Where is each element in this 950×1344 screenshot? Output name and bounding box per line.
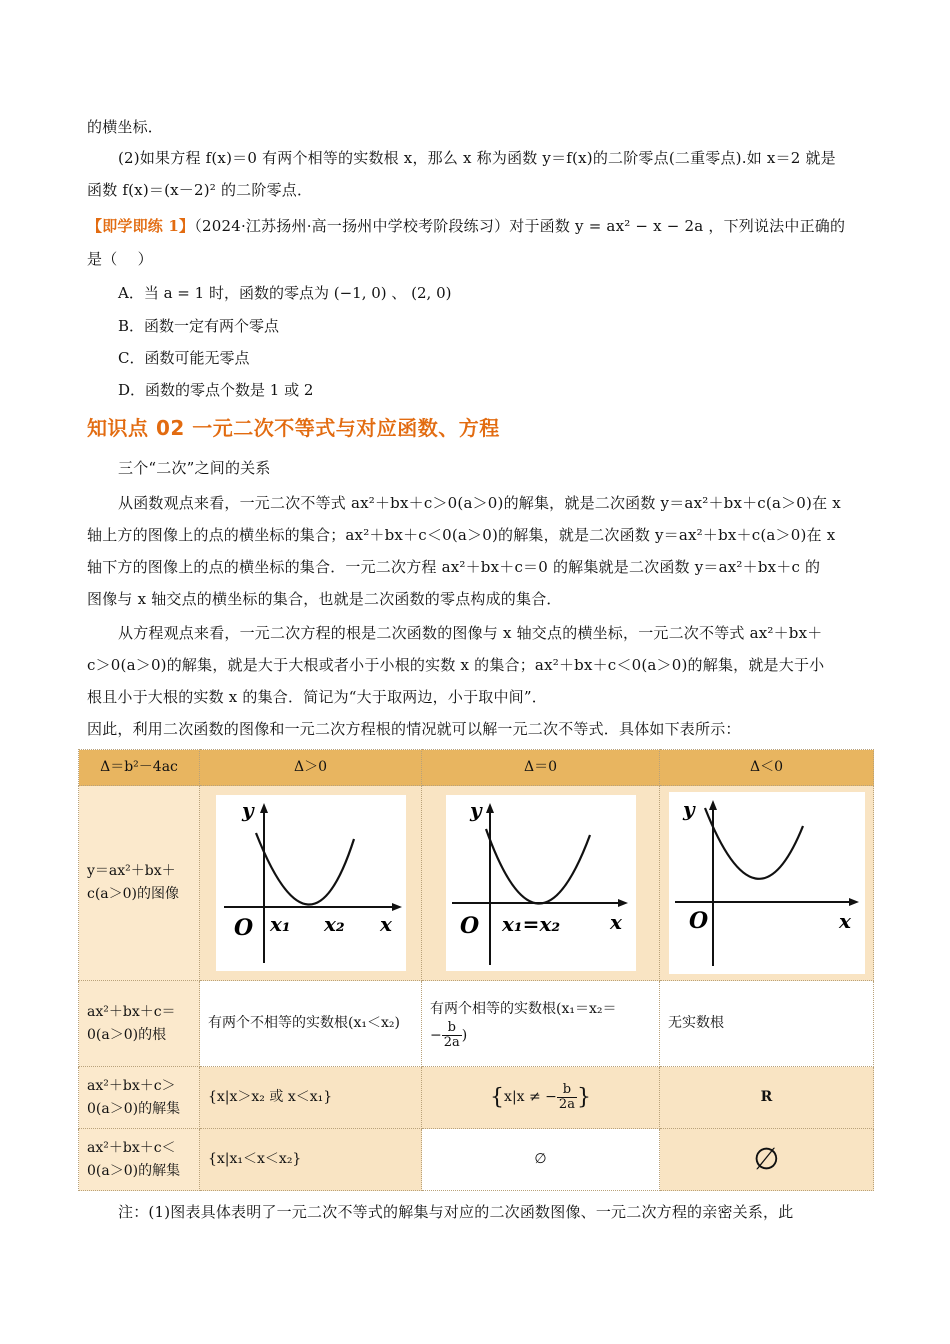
graph-origin-label: O bbox=[233, 915, 253, 941]
knowledge-table bbox=[78, 749, 874, 1191]
roots-zero-prefix: 有两个相等的实数根(x₁＝x₂＝ bbox=[430, 1000, 617, 1017]
section-heading: 知识点 02 一元二次不等式与对应函数、方程 bbox=[87, 416, 500, 440]
graph-cell-zero bbox=[422, 786, 660, 981]
para1-line-3: 图像与 x 轴交点的横坐标的集合，也就是二次函数的零点构成的集合． bbox=[87, 590, 562, 608]
para1-line-1: 轴上方的图像上的点的横坐标的集合；ax²＋bx＋c＜0(a＞0)的解集，就是二次函数 y＝ax²＋bx＋c(a＞0)在 x bbox=[87, 526, 836, 544]
exercise-text: （2024·江苏扬州·高一扬州中学校考阶段练习）对于函数 y = ax² − x − 2a ，下列说法中正确的 bbox=[194, 217, 846, 235]
para2-line-1: c＞0(a＞0)的解集，就是大于大根或者小于小根的实数 x 的集合；ax²＋bx＋c＜0(a＞0)的解集，就是大于小 bbox=[87, 656, 825, 674]
header-positive: Δ＞0 bbox=[200, 750, 422, 786]
para3: 因此，利用二次函数的图像和一元二次方程根的情况就可以解一元二次不等式．具体如下表所示： bbox=[87, 720, 741, 738]
graph-x-label: x bbox=[379, 912, 392, 936]
graph-y-label: y bbox=[682, 797, 695, 821]
fraction-numerator: b bbox=[442, 1021, 462, 1036]
gt-set-zero: {x|x ≠ − $\frac{b}{2a}$ } bbox=[422, 1067, 660, 1129]
intro-line-0: 的横坐标． bbox=[87, 118, 164, 136]
intro-line-2: 函数 f(x)＝(x－2)² 的二阶零点． bbox=[87, 181, 313, 199]
para1-line-0: 从函数观点来看，一元二次不等式 ax²＋bx＋c＞0(a＞0)的解集，就是二次函数 y＝ax²＋bx＋c(a＞0)在 x bbox=[118, 494, 841, 512]
gt-set-zero-fraction bbox=[557, 1083, 577, 1112]
intro-line-1: (2)如果方程 f(x)＝0 有两个相等的实数根 x，那么 x 称为函数 y＝f(x)的二阶零点(二重零点).如 x＝2 就是 bbox=[118, 149, 836, 167]
row-label-lt: ax²＋bx＋c＜0(a＞0)的解集 bbox=[79, 1129, 200, 1191]
lt-set-negative: ∅ bbox=[660, 1129, 874, 1191]
roots-zero-fraction bbox=[442, 1021, 462, 1050]
para2-line-2: 根且小于大根的实数 x 的集合．简记为“大于取两边，小于取中间”． bbox=[87, 688, 547, 706]
roots-zero bbox=[422, 981, 660, 1067]
roots-negative: 无实数根 bbox=[660, 981, 874, 1067]
exercise-line-2: 是（ ） bbox=[87, 250, 153, 268]
exercise-line bbox=[87, 210, 863, 242]
header-zero: Δ＝0 bbox=[422, 750, 660, 786]
graph-origin-label: O bbox=[688, 908, 708, 934]
option-c[interactable]: C．函数可能无零点 bbox=[118, 349, 250, 367]
note-line: 注：(1)图表具体表明了一元二次不等式的解集与对应的二次函数图像、一元二次方程的亲密关系，此 bbox=[118, 1203, 794, 1221]
exercise-tag: 【即学即练 1】 bbox=[87, 217, 195, 235]
gt-set-zero-text: x|x ≠ − bbox=[504, 1089, 557, 1105]
row-label-roots: ax²＋bx＋c＝0(a＞0)的根 bbox=[79, 981, 200, 1067]
graph-cell-negative bbox=[660, 786, 874, 981]
table-row-graph bbox=[79, 786, 874, 981]
lt-set-positive: {x|x₁＜x＜x₂} bbox=[200, 1129, 422, 1191]
roots-zero-suffix: ) bbox=[461, 1027, 468, 1043]
gt-set-positive: {x|x＞x₂ 或 x＜x₁} bbox=[200, 1067, 422, 1129]
graph-x1-label: x₁ bbox=[269, 912, 291, 936]
row-label-graph: y＝ax²＋bx＋c(a＞0)的图像 bbox=[79, 786, 200, 981]
graph-x-label: x bbox=[609, 910, 622, 934]
gt-set-negative: R bbox=[660, 1067, 874, 1129]
graph-origin-label: O bbox=[459, 913, 479, 939]
para2-line-0: 从方程观点来看，一元二次方程的根是二次函数的图像与 x 轴交点的横坐标，一元二次不等式 ax²＋bx＋ bbox=[118, 624, 823, 642]
option-d[interactable]: D．函数的零点个数是 1 或 2 bbox=[118, 381, 314, 399]
parabola-double-root-graph bbox=[446, 795, 636, 971]
parabola-two-roots-graph bbox=[216, 795, 406, 971]
graph-x2-label: x₂ bbox=[323, 912, 345, 936]
fraction-denominator: 2a bbox=[443, 1034, 460, 1050]
graph-x-label: x bbox=[838, 909, 851, 933]
graph-x1-eq-x2-label: x₁=x₂ bbox=[501, 912, 560, 936]
roots-positive: 有两个不相等的实数根(x₁＜x₂) bbox=[200, 981, 422, 1067]
graph-y-label: y bbox=[469, 798, 482, 822]
fraction-numerator: b bbox=[557, 1083, 577, 1098]
graph-cell-positive bbox=[200, 786, 422, 981]
section-subtitle: 三个“二次”之间的关系 bbox=[118, 459, 271, 477]
header-discriminant: Δ＝b²－4ac bbox=[79, 750, 200, 786]
lt-set-zero: ∅ bbox=[422, 1129, 660, 1191]
parabola-no-root-graph bbox=[669, 792, 865, 974]
table-row-gt bbox=[79, 1067, 874, 1129]
option-a[interactable]: A．当 a = 1 时，函数的零点为 (−1, 0) 、 (2, 0) bbox=[118, 284, 452, 302]
table-header-row bbox=[79, 750, 874, 786]
row-label-gt: ax²＋bx＋c＞0(a＞0)的解集 bbox=[79, 1067, 200, 1129]
table-row-lt bbox=[79, 1129, 874, 1191]
header-negative: Δ＜0 bbox=[660, 750, 874, 786]
roots-zero-minus: − bbox=[430, 1027, 442, 1043]
fraction-denominator: 2a bbox=[558, 1097, 575, 1112]
option-b[interactable]: B．函数一定有两个零点 bbox=[118, 317, 280, 335]
table-row-roots bbox=[79, 981, 874, 1067]
para1-line-2: 轴下方的图像上的点的横坐标的集合．一元二次方程 ax²＋bx＋c＝0 的解集就是二次函数 y＝ax²＋bx＋c 的 bbox=[87, 558, 821, 576]
graph-y-label: y bbox=[241, 798, 254, 822]
